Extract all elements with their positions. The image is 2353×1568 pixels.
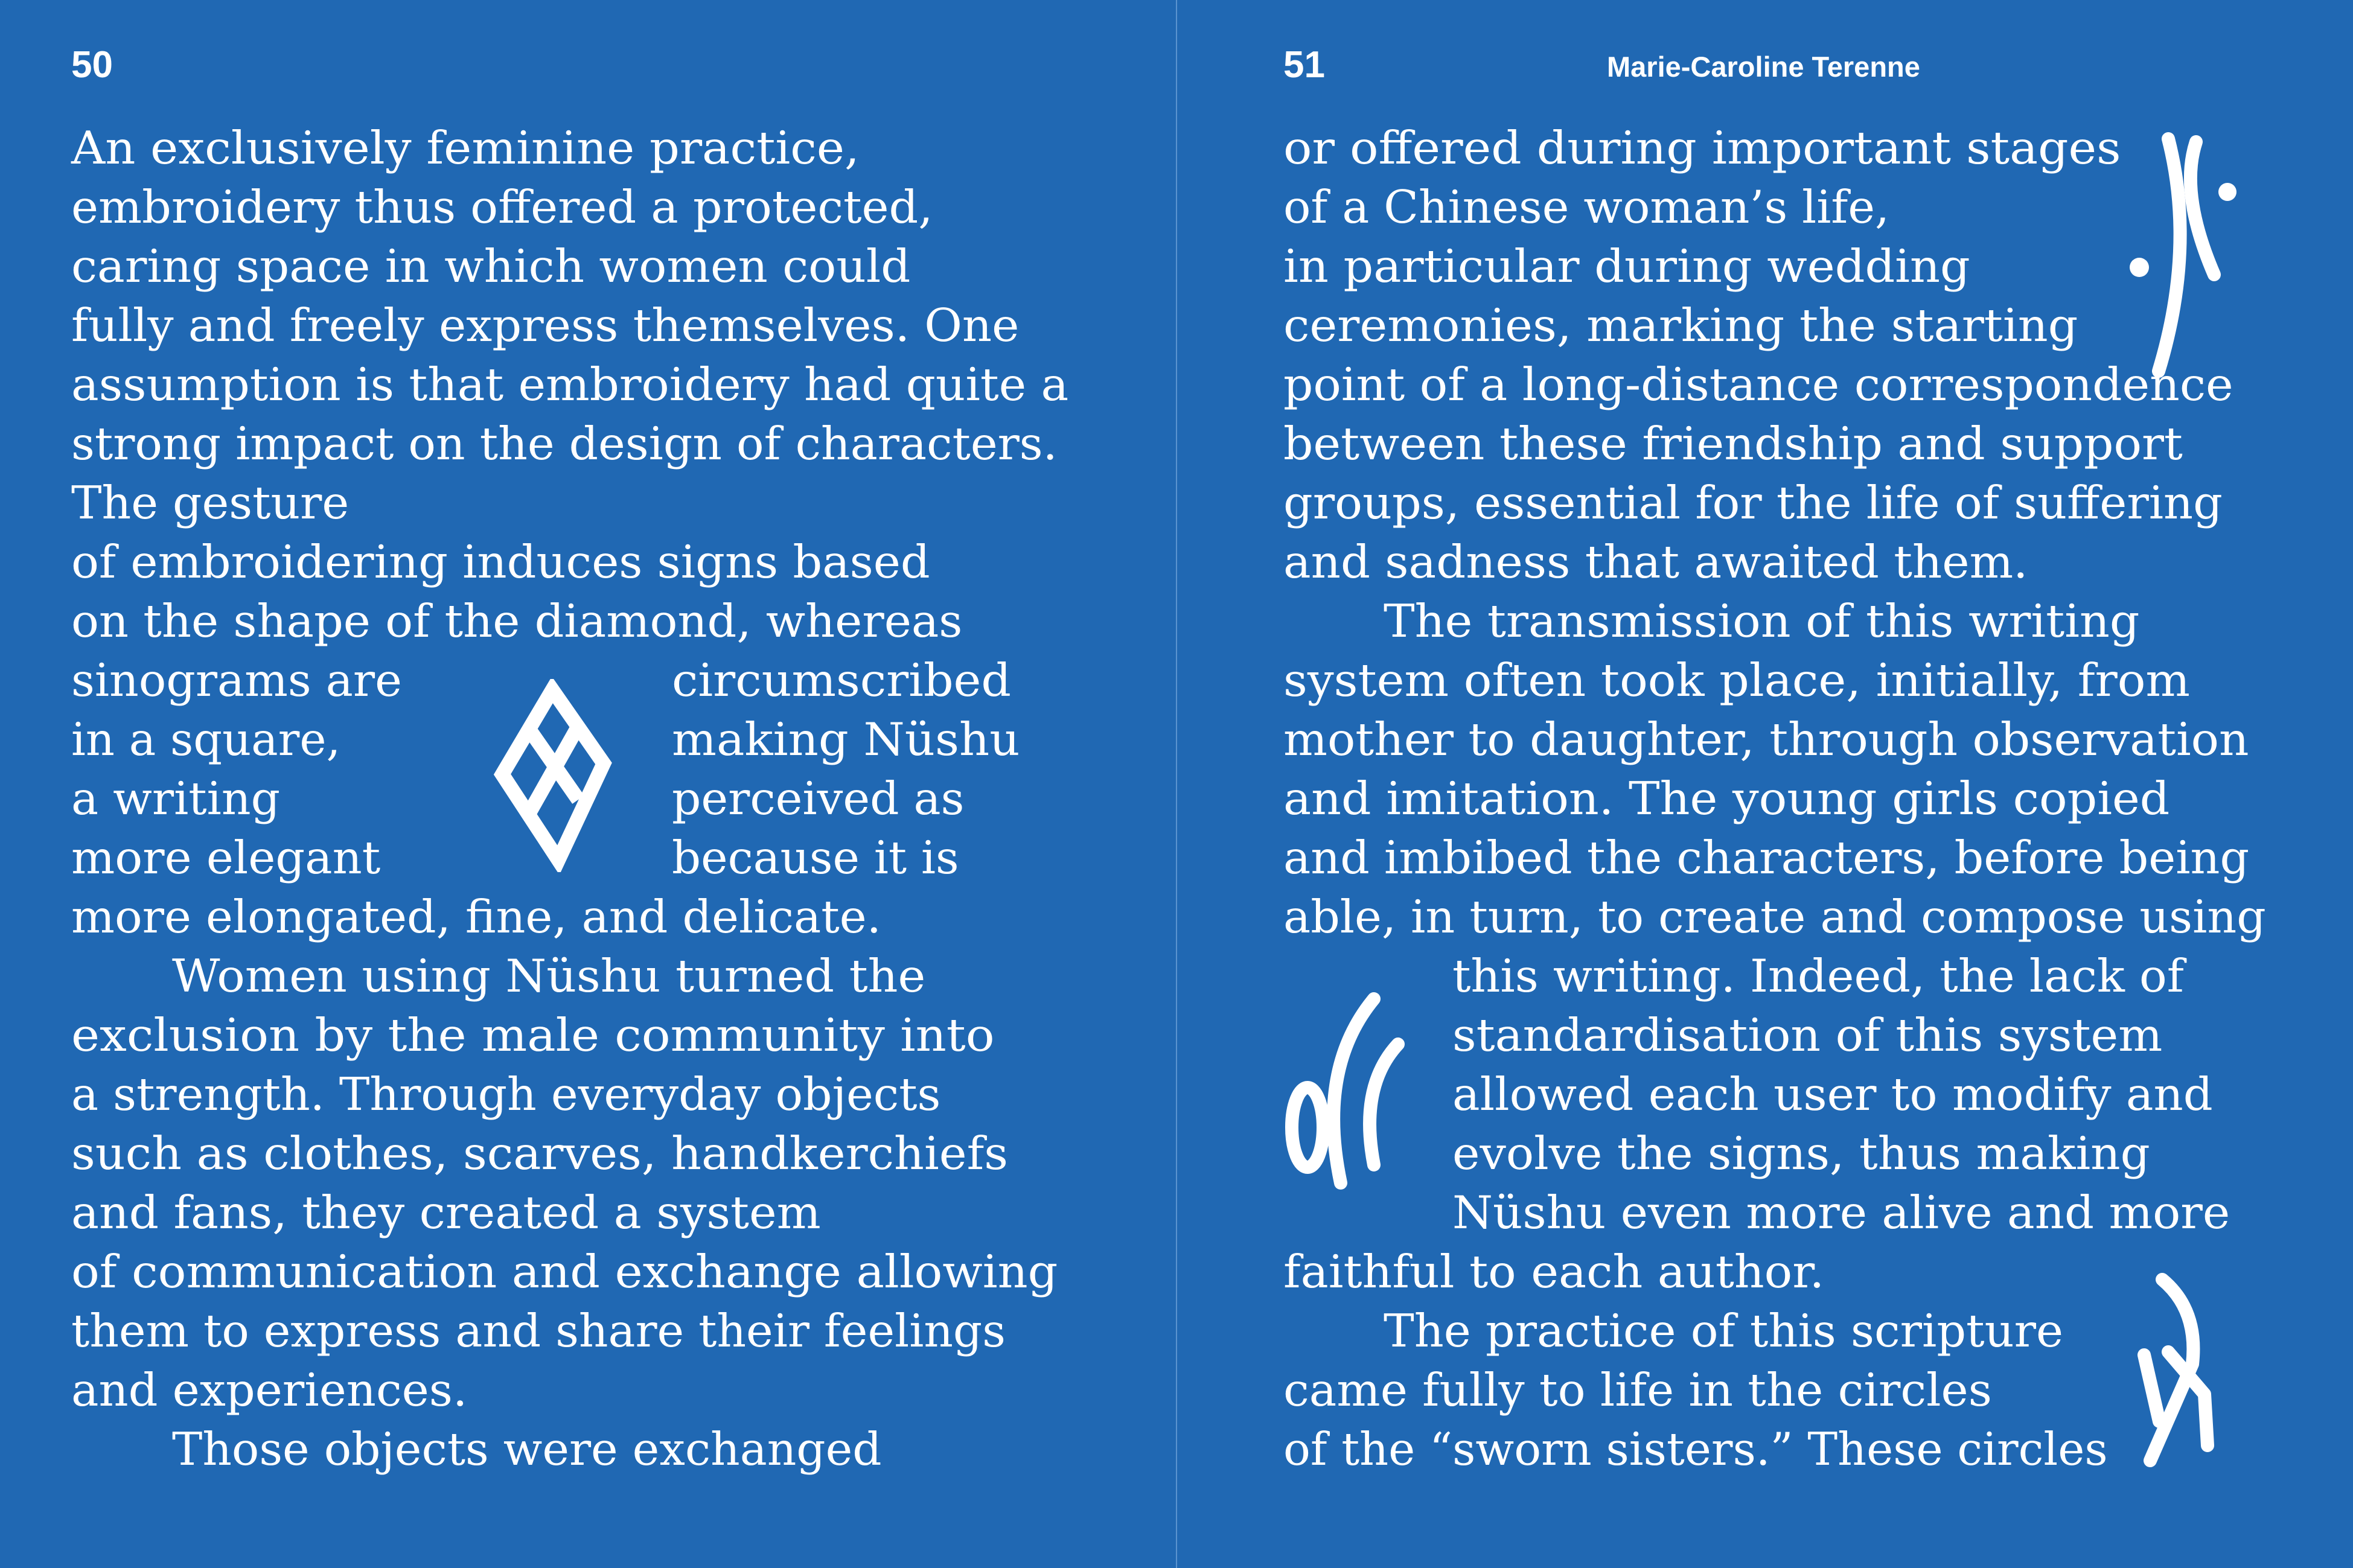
body-line: of communication and exchange allowing bbox=[71, 1245, 1058, 1298]
body-line: The transmission of this writing bbox=[1384, 594, 2140, 648]
body-line: fully and freely express themselves. One bbox=[71, 299, 1020, 352]
body-line: and fans, they created a system bbox=[71, 1186, 821, 1239]
body-line: Those objects were exchanged bbox=[172, 1423, 882, 1476]
body-line: a strength. Through everyday objects bbox=[71, 1068, 941, 1121]
body-line: sinograms are bbox=[71, 654, 402, 707]
nushu-circle-strokes-glyph-icon bbox=[1283, 984, 1410, 1201]
right-page bbox=[1177, 0, 2353, 1568]
body-line: Nüshu even more alive and more bbox=[1452, 1186, 2230, 1239]
body-line: them to express and share their feelings bbox=[71, 1304, 1006, 1357]
body-line: a writing bbox=[71, 772, 281, 825]
body-line: system often took place, initially, from bbox=[1283, 654, 2190, 707]
body-line: The practice of this scripture bbox=[1384, 1304, 2064, 1357]
body-line: able, in turn, to create and compose using bbox=[1283, 890, 2266, 943]
body-line: groups, essential for the life of suffering bbox=[1283, 476, 2223, 529]
body-line: this writing. Indeed, the lack of bbox=[1452, 949, 2184, 1002]
body-line: assumption is that embroidery had quite a bbox=[71, 358, 1069, 411]
nushu-diamond-glyph-icon bbox=[489, 679, 616, 872]
body-line: of embroidering induces signs based bbox=[71, 535, 930, 588]
body-line: ceremonies, marking the starting bbox=[1283, 299, 2078, 352]
body-line: on the shape of the diamond, whereas bbox=[71, 594, 963, 648]
body-line: more elongated, fine, and delicate. bbox=[71, 890, 881, 943]
body-line: of a Chinese woman’s life, bbox=[1283, 180, 1889, 234]
body-line: making Nüshu bbox=[672, 713, 1020, 766]
body-line: such as clothes, scarves, handkerchiefs bbox=[71, 1127, 1009, 1180]
body-line: strong impact on the design of characters. bbox=[71, 417, 1058, 470]
body-line: evolve the signs, thus making bbox=[1452, 1127, 2150, 1180]
body-line: and sadness that awaited them. bbox=[1283, 535, 2028, 588]
body-line: in particular during wedding bbox=[1283, 240, 1970, 293]
body-line: standardisation of this system bbox=[1452, 1009, 2163, 1062]
body-line: The gesture bbox=[71, 476, 350, 529]
body-line: between these friendship and support bbox=[1283, 417, 2183, 470]
page-number: 50 bbox=[71, 44, 113, 86]
body-line: and experiences. bbox=[71, 1363, 468, 1417]
body-line: of the “sworn sisters.” These circles bbox=[1283, 1423, 2108, 1476]
body-line: An exclusively feminine practice, bbox=[71, 121, 860, 174]
body-line: exclusion by the male community into bbox=[71, 1009, 995, 1062]
body-line: perceived as bbox=[672, 772, 965, 825]
body-line: in a square, bbox=[71, 713, 341, 766]
body-line: mother to daughter, through observation bbox=[1283, 713, 2249, 766]
body-line: or offered during important stages bbox=[1283, 121, 2121, 174]
body-line: point of a long-distance correspondence bbox=[1283, 358, 2233, 411]
body-line: faithful to each author. bbox=[1283, 1245, 1825, 1298]
body-line: Women using Nüshu turned the bbox=[172, 949, 926, 1002]
nushu-crossed-strokes-glyph-icon bbox=[2132, 1267, 2229, 1479]
body-line: came fully to life in the circles bbox=[1283, 1363, 1992, 1417]
body-line: and imitation. The young girls copied bbox=[1283, 772, 2170, 825]
body-line: more elegant bbox=[71, 831, 381, 884]
body-line: embroidery thus offered a protected, bbox=[71, 180, 933, 234]
body-line: because it is bbox=[672, 831, 959, 884]
body-line: circumscribed bbox=[672, 654, 1012, 707]
running-head: Marie-Caroline Terenne bbox=[1607, 51, 1920, 83]
body-line: and imbibed the characters, before being bbox=[1283, 831, 2250, 884]
nushu-arcs-dots-glyph-icon bbox=[2125, 127, 2246, 386]
body-line: allowed each user to modify and bbox=[1452, 1068, 2213, 1121]
body-line: caring space in which women could bbox=[71, 240, 911, 293]
page-number: 51 bbox=[1283, 44, 1325, 86]
left-page bbox=[0, 0, 1176, 1568]
